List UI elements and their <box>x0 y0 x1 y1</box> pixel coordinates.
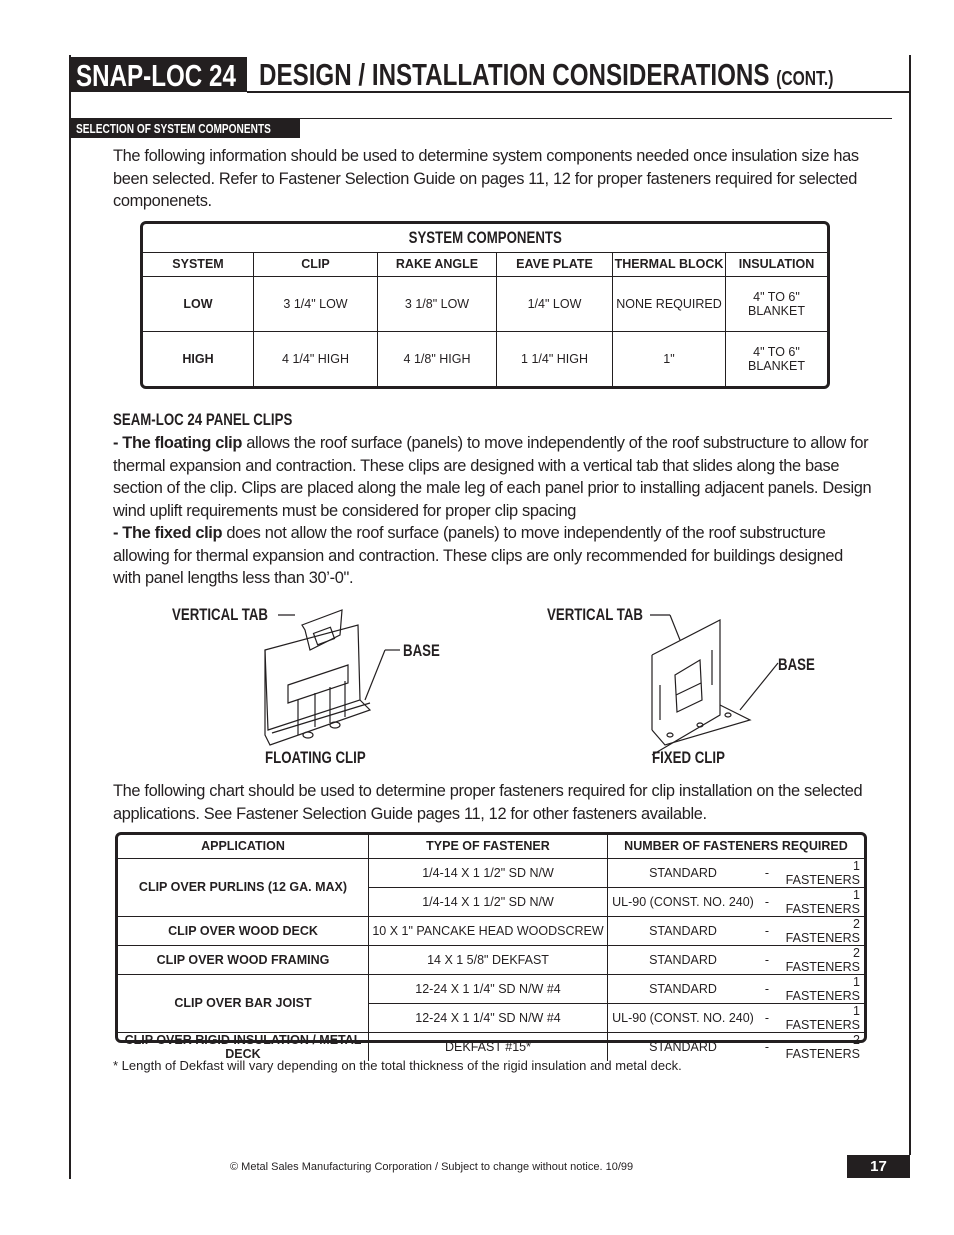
fixed-term: fixed clip <box>154 524 223 542</box>
dash: - <box>758 974 776 1003</box>
application-cell: CLIP OVER PURLINS (12 GA. MAX) <box>118 858 369 916</box>
right-rule <box>909 55 911 1155</box>
cell: 4" TO 6" BLANKET <box>726 331 828 386</box>
product-name: SNAP-LOC 24 <box>76 58 236 93</box>
page-number: 17 <box>847 1155 910 1178</box>
dash: - <box>758 916 776 945</box>
col-thermal-block: THERMAL BLOCK <box>613 252 726 276</box>
floating-caption: FLOATING CLIP <box>265 748 366 767</box>
floating-tab-label: VERTICAL TAB <box>172 605 269 624</box>
fastener-type-cell: DEKFAST #15* <box>369 1032 608 1061</box>
count-cell: 2 FASTENERS <box>776 1032 864 1061</box>
count-cell: 1 FASTENERS <box>776 1003 864 1032</box>
table-row <box>143 331 827 386</box>
application-cell: CLIP OVER WOOD FRAMING <box>118 945 369 974</box>
left-rule <box>69 55 71 1179</box>
col-system: SYSTEM <box>143 252 254 276</box>
footnote: * Length of Dekfast will vary depending on the total thickness of the rigid insulation and metal deck. <box>113 1058 682 1073</box>
fixed-clip-paragraph <box>113 522 873 590</box>
floating-clip-drawing <box>260 605 405 750</box>
table-row <box>118 945 864 974</box>
table-title: SYSTEM COMPONENTS <box>143 224 827 252</box>
count-cell: 2 FASTENERS <box>776 945 864 974</box>
cell: 1/4" LOW <box>497 276 613 331</box>
floating-term: floating clip <box>154 434 243 452</box>
title-text: DESIGN / INSTALLATION CONSIDERATIONS <box>259 57 770 92</box>
page-title <box>259 57 833 93</box>
col-rake-angle: RAKE ANGLE <box>378 252 497 276</box>
fastener-type-cell: 1/4-14 X 1 1/2" SD N/W <box>369 858 608 887</box>
dash: - <box>758 1003 776 1032</box>
copyright: © Metal Sales Manufacturing Corporation / Subject to change without notice. 10/99 <box>230 1161 634 1173</box>
fastener-type-cell: 1/4-14 X 1 1/2" SD N/W <box>369 887 608 916</box>
fastener-type-cell: 12-24 X 1 1/4" SD N/W #4 <box>369 1003 608 1032</box>
spec-cell: STANDARD <box>608 916 759 945</box>
spec-cell: UL-90 (CONST. NO. 240) <box>608 887 759 916</box>
table-header-row <box>118 835 864 858</box>
col-application: APPLICATION <box>118 835 369 858</box>
application-cell: CLIP OVER BAR JOIST <box>118 974 369 1032</box>
chart-intro-paragraph: The following chart should be used to determine proper fasteners required for clip installation on the selected applications. See Fastener Selection Guide pages 11, 12 for other fasteners available. <box>113 782 863 823</box>
count-cell: 1 FASTENERS <box>776 887 864 916</box>
application-cell: CLIP OVER RIGID INSULATION / METAL DECK <box>118 1032 369 1061</box>
cell: HIGH <box>143 331 254 386</box>
dash: - <box>758 858 776 887</box>
title-suffix: (CONT.) <box>776 68 834 90</box>
col-fastener-count: NUMBER OF FASTENERS REQUIRED <box>608 835 865 858</box>
fastener-type-cell: 10 X 1" PANCAKE HEAD WOODSCREW <box>369 916 608 945</box>
application-cell: CLIP OVER WOOD DECK <box>118 916 369 945</box>
cell: 1 1/4" HIGH <box>497 331 613 386</box>
cell: 3 1/4" LOW <box>254 276 378 331</box>
table-row <box>118 974 864 1003</box>
fixed-base-label: BASE <box>778 655 815 674</box>
table-row <box>118 1032 864 1061</box>
dash: - <box>758 887 776 916</box>
system-components-table <box>140 221 830 389</box>
cell: 4 1/8" HIGH <box>378 331 497 386</box>
spec-cell: STANDARD <box>608 858 759 887</box>
section-label-text: SELECTION OF SYSTEM COMPONENTS <box>76 121 271 136</box>
intro-paragraph: The following information should be used to determine system components needed once insulation size has been selected. Refer to Fastener Selection Guide on pages 11, 12 for proper fasteners required for selected componenets. <box>113 147 859 211</box>
col-fastener-type: TYPE OF FASTENER <box>369 835 608 858</box>
table-header-row <box>143 252 827 276</box>
spec-cell: UL-90 (CONST. NO. 240) <box>608 1003 759 1032</box>
col-clip: CLIP <box>254 252 378 276</box>
spec-cell: STANDARD <box>608 1032 759 1061</box>
col-eave-plate: EAVE PLATE <box>497 252 613 276</box>
fixed-text: does not allow the roof surface (panels) to move independently of the roof substructure allowing for thermal expansion and contraction. These clips are only recommended for buildings designed with panel lengths less than 30’-0". <box>113 524 843 588</box>
table-row <box>118 916 864 945</box>
floating-clip-paragraph <box>113 432 873 522</box>
spec-cell: STANDARD <box>608 974 759 1003</box>
cell: 4 1/4" HIGH <box>254 331 378 386</box>
table-row <box>118 858 864 887</box>
cell: NONE REQUIRED <box>613 276 726 331</box>
fastener-type-cell: 12-24 X 1 1/4" SD N/W #4 <box>369 974 608 1003</box>
spec-cell: STANDARD <box>608 945 759 974</box>
cell: 4" TO 6" BLANKET <box>726 276 828 331</box>
clips-heading: SEAM-LOC 24 PANEL CLIPS <box>113 410 293 429</box>
cell: LOW <box>143 276 254 331</box>
product-badge <box>70 57 247 92</box>
section-label <box>70 119 300 138</box>
count-cell: 2 FASTENERS <box>776 916 864 945</box>
cell: 1" <box>613 331 726 386</box>
fixed-caption: FIXED CLIP <box>652 748 725 767</box>
floating-base-label: BASE <box>403 641 440 660</box>
dash: - <box>758 945 776 974</box>
cell: 3 1/8" LOW <box>378 276 497 331</box>
col-insulation: INSULATION <box>726 252 828 276</box>
count-cell: 1 FASTENERS <box>776 858 864 887</box>
dash: - <box>758 1032 776 1061</box>
fixed-clip-drawing <box>640 605 780 750</box>
count-cell: 1 FASTENERS <box>776 974 864 1003</box>
table-row <box>143 276 827 331</box>
bullet: - The <box>113 434 155 452</box>
fixed-tab-label: VERTICAL TAB <box>547 605 644 624</box>
floating-text: allows the roof surface (panels) to move independently of the roof substructure to allow for thermal expansion and contraction. These clips are designed with a vertical tab that slides along the base section of the clip. Clips are placed along the male leg of each panel prior to installing adjacent panels. Design wind uplift requirements must be considered for proper clip spacing <box>113 434 872 520</box>
fastener-type-cell: 14 X 1 5/8" DEKFAST <box>369 945 608 974</box>
bullet: - The <box>113 524 155 542</box>
fastener-table <box>115 832 867 1061</box>
